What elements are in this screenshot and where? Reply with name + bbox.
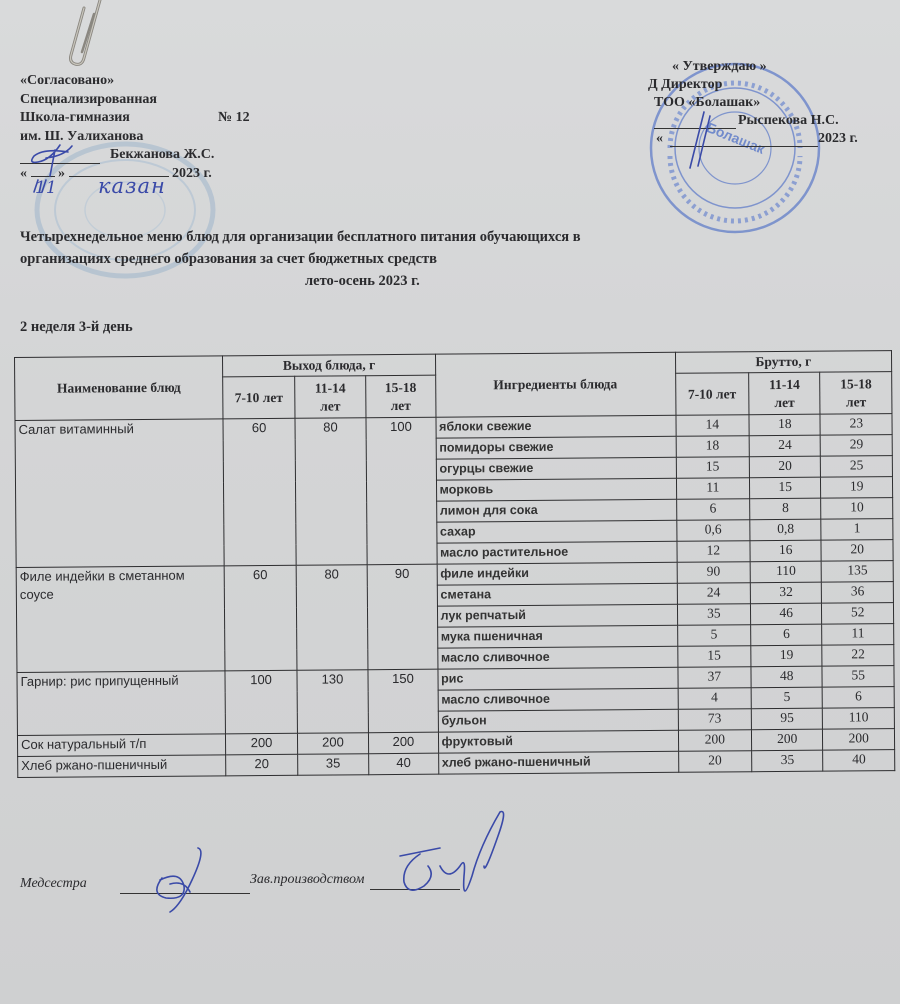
dish-yield: 60 <box>223 418 296 566</box>
header-gross-7-10: 7-10 лет <box>675 373 749 416</box>
dish-yield: 130 <box>297 670 369 734</box>
ingredient-gross: 18 <box>676 436 750 458</box>
ingredient-gross: 36 <box>822 582 894 604</box>
ingredient-gross: 6 <box>676 499 750 521</box>
ingredient-name: филе индейки <box>437 562 677 585</box>
ingredient-gross: 19 <box>821 477 893 499</box>
date-open-quote: « <box>20 165 27 181</box>
director-position: Д Директор <box>648 77 723 92</box>
ingredient-gross: 16 <box>750 540 822 562</box>
header-dish-name: Наименование блюд <box>15 356 224 421</box>
header-gross-11-14-range: 11-14 <box>769 376 800 392</box>
dish-name: Гарнир: рис припущенный <box>17 671 226 736</box>
ingredient-gross: 20 <box>821 540 893 562</box>
ingredient-gross: 1 <box>821 519 893 541</box>
ingredient-gross: 48 <box>751 666 823 688</box>
ingredient-gross: 8 <box>750 498 822 520</box>
ingredient-name: масло сливочное <box>437 646 677 669</box>
ingredient-gross: 200 <box>678 730 752 752</box>
ingredient-gross: 23 <box>820 414 892 436</box>
dish-yield: 20 <box>226 754 298 776</box>
nurse-label: Медсестра <box>20 876 87 891</box>
ingredient-gross: 20 <box>749 456 821 478</box>
ingredient-name: хлеб ржано-пшеничный <box>438 751 678 774</box>
ingredient-gross: 6 <box>823 687 895 709</box>
date-day-handwritten: 11 <box>35 178 57 198</box>
dish-yield: 60 <box>224 565 296 671</box>
ingredient-gross: 5 <box>677 625 751 647</box>
ingredient-gross: 32 <box>750 582 822 604</box>
dish-yield: 35 <box>297 754 369 776</box>
ingredient-gross: 4 <box>678 688 752 710</box>
ingredient-gross: 10 <box>821 498 893 520</box>
org-number: № 12 <box>218 110 250 125</box>
header-yield-15-18 <box>366 375 436 418</box>
header-yield-group: Выход блюда, г <box>223 354 435 377</box>
day-label: 2 неделя 3-й день <box>20 319 133 335</box>
dish-yield: 200 <box>369 732 439 754</box>
ingredient-gross: 11 <box>822 624 894 646</box>
left-signer-name: Бекжанова Ж.С. <box>110 147 215 162</box>
dish-yield: 100 <box>366 417 437 565</box>
ingredient-gross: 25 <box>821 456 893 478</box>
right-date-year: 2023 г. <box>818 131 858 146</box>
document-title <box>20 226 720 292</box>
dish-name: Филе индейки в сметанном соусе <box>16 566 225 673</box>
ingredient-name: сахар <box>436 520 676 543</box>
dish-yield: 80 <box>296 565 368 671</box>
ingredient-gross: 24 <box>749 435 821 457</box>
production-head-signature <box>380 806 510 916</box>
ingredient-gross: 15 <box>677 646 751 668</box>
header-yield-15-18-unit: лет <box>390 397 411 413</box>
ingredient-name: сметана <box>437 583 677 606</box>
menu-table <box>14 350 895 778</box>
header-gross-11-14-unit: лет <box>774 394 795 410</box>
header-gross-11-14 <box>749 372 821 415</box>
date-month-handwritten-text: казан <box>98 174 166 198</box>
ingredient-gross: 24 <box>677 583 751 605</box>
header-gross-15-18 <box>820 372 892 415</box>
paperclip-icon <box>62 0 112 68</box>
ingredient-gross: 0,8 <box>750 519 822 541</box>
ingredient-gross: 46 <box>750 603 822 625</box>
ingredient-gross: 0,6 <box>676 520 750 542</box>
approved-block <box>620 58 860 158</box>
ingredient-gross: 29 <box>821 435 893 457</box>
org-line-3: им. Ш. Уалиханова <box>20 128 144 144</box>
org-line-2: Школа-гимназия <box>20 110 130 125</box>
left-date-year: 2023 г. <box>172 165 212 181</box>
ingredient-gross: 5 <box>751 687 823 709</box>
right-stamp-label: Болашак <box>704 119 768 157</box>
header-gross-group: Брутто, г <box>675 351 892 374</box>
title-line-1: Четырехнедельное меню блюд для организации бесплатного питания обучающихся в <box>20 229 581 245</box>
ingredient-gross: 90 <box>677 562 751 584</box>
agreed-label: «Согласовано» <box>20 73 115 88</box>
ingredient-name: масло сливочное <box>438 688 678 711</box>
menu-table-body <box>15 414 895 778</box>
date-close-quote: » <box>58 165 65 181</box>
ingredient-name: лук репчатый <box>437 604 677 627</box>
header-gross-15-18-range: 15-18 <box>840 375 872 392</box>
dish-name: Сок натуральный т/п <box>17 734 225 757</box>
ingredient-gross: 110 <box>823 708 895 730</box>
dish-name: Салат витаминный <box>15 419 224 568</box>
org-line-1: Специализированная <box>20 91 157 107</box>
production-head-label: Зав.производством <box>250 872 365 887</box>
title-line-2: организациях среднего образования за счет бюджетных средств <box>20 251 437 267</box>
right-signer-name: Рыспекова Н.С. <box>738 113 839 128</box>
ingredient-name: морковь <box>436 478 676 501</box>
ingredient-gross: 22 <box>822 645 894 667</box>
ingredient-gross: 73 <box>678 709 752 731</box>
ingredient-gross: 37 <box>677 667 751 689</box>
ingredient-name: огурцы свежие <box>436 457 676 480</box>
dish-yield: 150 <box>368 669 438 733</box>
ingredient-name: помидоры свежие <box>436 436 676 459</box>
company-name: ТОО «Болашак» <box>654 95 761 110</box>
dish-yield: 40 <box>369 753 439 775</box>
approve-label: « Утверждаю » <box>672 59 767 74</box>
dish-yield: 80 <box>295 418 368 566</box>
ingredient-gross: 19 <box>751 645 823 667</box>
dish-yield: 200 <box>297 733 369 755</box>
ingredient-gross: 95 <box>751 708 823 730</box>
right-date-quote: « <box>656 131 663 146</box>
header-yield-11-14-unit: лет <box>320 397 341 414</box>
ingredient-name: лимон для сока <box>436 499 676 522</box>
ingredient-name: рис <box>438 667 678 690</box>
title-season: лето-осень 2023 г. <box>305 273 420 289</box>
ingredient-gross: 12 <box>676 541 750 563</box>
ingredient-gross: 11 <box>676 478 750 500</box>
nurse-signature <box>140 840 220 920</box>
ingredient-gross: 40 <box>823 750 895 772</box>
dish-yield: 200 <box>226 733 298 755</box>
header-ingredients: Ингредиенты блюда <box>435 352 675 417</box>
ingredient-gross: 52 <box>822 603 894 625</box>
ingredient-gross: 200 <box>823 729 895 751</box>
ingredient-name: бульон <box>438 709 678 732</box>
ingredient-gross: 18 <box>749 414 821 436</box>
ingredient-name: масло растительное <box>437 541 677 564</box>
ingredient-gross: 35 <box>677 604 751 626</box>
dish-name: Хлеб ржано-пшеничный <box>18 755 226 778</box>
ingredient-gross: 15 <box>749 477 821 499</box>
ingredient-gross: 20 <box>678 751 752 773</box>
ingredient-name: яблоки свежие <box>436 415 676 438</box>
dish-yield: 100 <box>225 670 297 734</box>
dish-yield: 90 <box>367 564 437 670</box>
ingredient-gross: 6 <box>751 624 823 646</box>
ingredient-gross: 35 <box>752 750 824 772</box>
ingredient-name: мука пшеничная <box>437 625 677 648</box>
header-yield-7-10: 7-10 лет <box>223 376 295 419</box>
header-gross-15-18-unit: лет <box>845 393 867 409</box>
ingredient-gross: 14 <box>675 415 749 437</box>
ingredient-gross: 135 <box>822 561 894 583</box>
ingredient-gross: 200 <box>751 729 823 751</box>
ingredient-gross: 55 <box>822 666 894 688</box>
ingredient-gross: 110 <box>750 561 822 583</box>
ingredient-gross: 15 <box>676 457 750 479</box>
header-yield-11-14 <box>294 376 366 419</box>
header-yield-15-18-range: 15-18 <box>384 379 417 395</box>
header-yield-11-14-range: 11-14 <box>314 379 346 396</box>
right-signature <box>680 110 720 170</box>
ingredient-name: фруктовый <box>438 730 678 753</box>
